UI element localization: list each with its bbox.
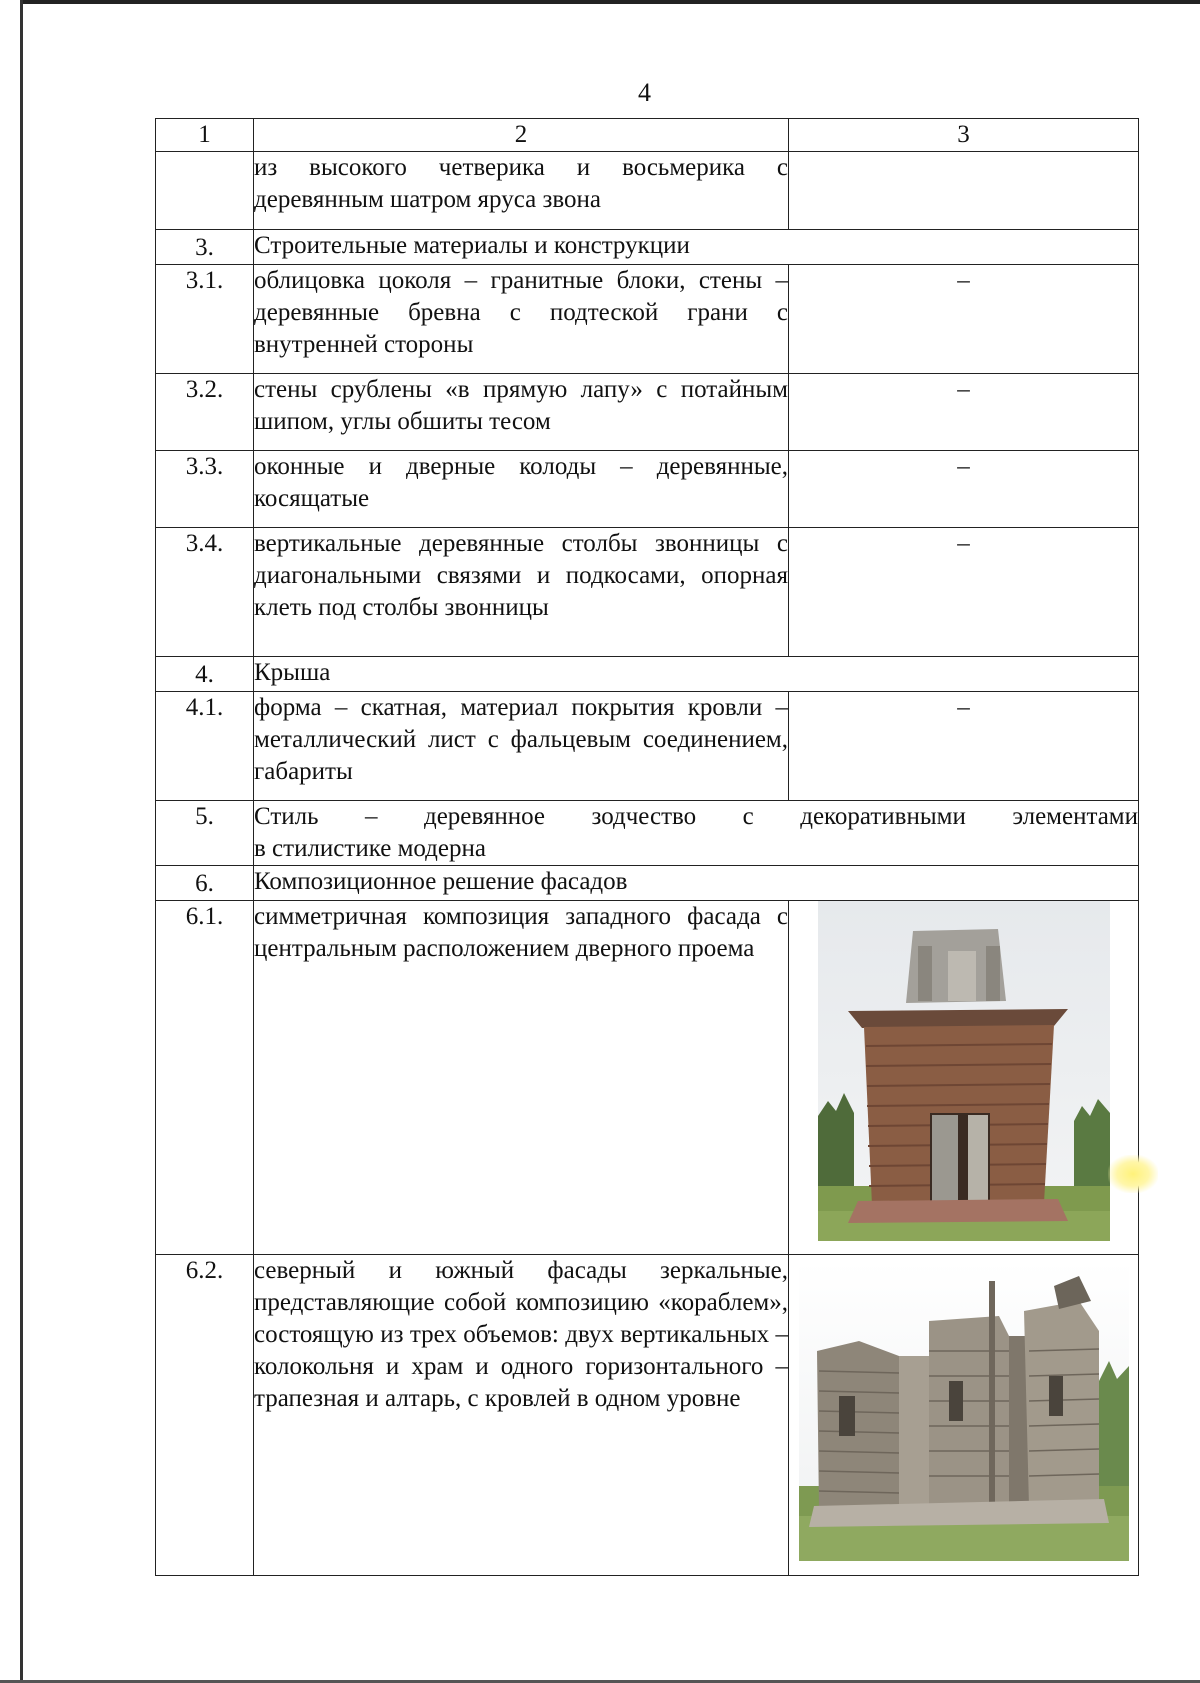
row-description: северный и южный фасады зеркальные, представляющие собой композицию «кораблем», состоящую из трех объемов: двух вертикальных – колокольня и храм и одного горизонтального – трапезная и алтарь, с кровлей в одном уровне	[254, 1255, 789, 1576]
table-row	[156, 528, 1139, 657]
table-header-row	[156, 119, 1139, 152]
row-description: вертикальные деревянные столбы звонницы с диагональными связями и подкосами, опорная клеть под столбы звонницы	[254, 528, 789, 657]
section-row	[156, 801, 1139, 866]
table-row	[156, 1255, 1139, 1576]
row-number: 4.	[156, 657, 254, 692]
row-number: 6.1.	[156, 901, 254, 1255]
style-line-1: Стиль – деревянное зодчество с декоративными элементами	[254, 803, 1138, 830]
row-column-3: –	[789, 374, 1139, 451]
north-south-facade-photo	[799, 1261, 1129, 1561]
row-number: 3.4.	[156, 528, 254, 657]
row-number: 3.	[156, 230, 254, 265]
section-title: Крыша	[254, 657, 1139, 692]
section-title: Композиционное решение фасадов	[254, 866, 1139, 901]
row-photo-cell	[789, 901, 1139, 1255]
row-column-3: –	[789, 265, 1139, 374]
table-row	[156, 152, 1139, 230]
row-number: 6.	[156, 866, 254, 901]
row-description: симметричная композиция западного фасада с центральным расположением дверного проема	[254, 901, 789, 1255]
table-row	[156, 374, 1139, 451]
row-number	[156, 152, 254, 230]
row-description: облицовка цоколя – гранитные блоки, стены – деревянные бревна с подтеской грани с внутренней стороны	[254, 265, 789, 374]
attributes-table	[155, 118, 1139, 1576]
row-number: 3.2.	[156, 374, 254, 451]
table-row	[156, 692, 1139, 801]
page-number: 4	[638, 78, 651, 107]
row-column-3: –	[789, 692, 1139, 801]
section-title: Строительные материалы и конструкции	[254, 230, 1139, 265]
section-row	[156, 657, 1139, 692]
scan-edge-top	[22, 0, 1200, 4]
row-description: стены срублены «в прямую лапу» с потайным шипом, углы обшиты тесом	[254, 374, 789, 451]
header-col-2: 2	[254, 119, 789, 152]
row-number: 5.	[156, 801, 254, 866]
style-line-2: в стилистике модерна	[254, 835, 486, 862]
row-number: 6.2.	[156, 1255, 254, 1576]
row-number: 3.1.	[156, 265, 254, 374]
highlighter-mark	[1108, 1155, 1158, 1193]
row-column-3: –	[789, 451, 1139, 528]
table-row	[156, 901, 1139, 1255]
row-description: форма – скатная, материал покрытия кровли – металлический лист с фальцевым соединением, габариты	[254, 692, 789, 801]
west-facade-photo	[818, 901, 1110, 1241]
row-description: из высокого четверика и восьмерика с деревянным шатром яруса звона	[254, 152, 789, 230]
section-row	[156, 230, 1139, 265]
table-row	[156, 451, 1139, 528]
table-row	[156, 265, 1139, 374]
row-column-3	[789, 152, 1139, 230]
row-photo-cell	[789, 1255, 1139, 1576]
row-column-3: –	[789, 528, 1139, 657]
section-row	[156, 866, 1139, 901]
section-title	[254, 801, 1139, 866]
row-number: 4.1.	[156, 692, 254, 801]
scan-edge-left	[20, 0, 23, 1683]
row-number: 3.3.	[156, 451, 254, 528]
header-col-3: 3	[789, 119, 1139, 152]
header-col-1: 1	[156, 119, 254, 152]
row-description: оконные и дверные колоды – деревянные, косящатые	[254, 451, 789, 528]
